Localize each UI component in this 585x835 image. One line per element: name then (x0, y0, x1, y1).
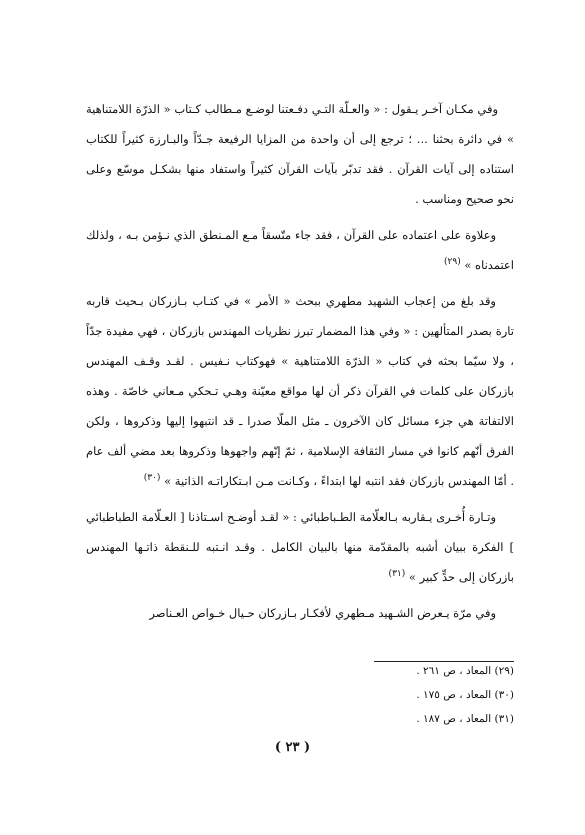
paragraph-4-text: وتـارة أُخـرى يـقاربه بـالعلّامة الطـباطبائي : « لقـد أوضـح اسـتاذنا [ العـلّامة الطباطبائي ] الفكرة ببيان أشبه بالمقدّمة منها بالبيان الكامل . وقـد انـتبه للـنقطة ذاتـها المهندس بازركان إلى حدٍّ كبير » (86, 510, 514, 584)
footnote-ref-30: (٣٠) (143, 473, 161, 484)
page-number: ( ٢٣ ) (274, 740, 311, 755)
footnote-ref-29: (٢٩) (444, 257, 461, 268)
paragraph-4 (86, 502, 514, 592)
paragraph-3-text: وقد بلغ من إعجاب الشهيد مطهري ببحث « الأمر » في كتـاب بـازركان بـحيث قاربه تارة بصدر المتألهين : « وفي هذا المضمار تبرز نظريات المهندس بازركان ، فهي مفيدة جدّاً ، ولا سيّما بحثه في كتاب « الذرّة اللامتناهية » فهوكتاب نـفيس . لقـد وقـف المهندس بازركان على كلمات في القرآن ذكر أن لها مواقع معيّنة وهـي تـحكي مـعاني خاصّة . وهذه الالتفاتة هي جزء مسائل كان الآخرون ـ مثل الملّا صدرا ـ قد انتبهوا إليها وذكروها ، ولكن الفرق أنّهم كانوا في مسار الثقافة الإسلامية ، ثمّ إنّهم واجهوها وذكروها بعد مضي ألف عام . أمّا المهندس بازركان فقد انتبه لها ابتداءً ، وكـانت مـن ابـتكاراتـه الذاتية » (86, 294, 514, 488)
paragraph-5 (86, 598, 514, 628)
footnote-ref-31: (٣١) (388, 569, 406, 580)
body-text (86, 94, 514, 628)
paragraph-2-text: وعلاوة على اعتماده على القرآن ، فقد جاء متّسقاً مـع المـنطق الذي نـؤمن بـه ، ولذلك اعتمدناه » (86, 228, 514, 272)
paragraph-5-text: وفي مرّة يـعرض الشـهيد مـطهري لأفكـار بـازركان حـيال خـواص العـناصر (149, 606, 496, 620)
footnote-29: (٢٩) المعاد ، ص ٢٦١ . (416, 665, 514, 677)
paragraph-1 (86, 94, 514, 214)
paragraph-1-text: وفي مكـان آخـر يـقول : « والعـلّة التـي دفـعتنا لوضـع مـطالب كـتاب « الذرّة اللامتناهية » في دائرة بحثنا ... ؛ ترجع إلى أن واحدة من المزايا الرفيعة جـدّاً والبـارزة كثيراً للكتاب استناده إلى آيات القرآن . فقد تدبّر بآيات القرآن كثيراً واستفاد منها بشكـل موسّع وعلى نحو صحيح ومناسب . (86, 102, 514, 206)
footnote-30: (٣٠) المعاد ، ص ١٧٥ . (416, 689, 514, 701)
footnotes (300, 659, 514, 731)
paragraph-2 (86, 220, 514, 280)
footnote-31: (٣١) المعاد ، ص ١٨٧ . (416, 713, 514, 725)
paragraph-3 (86, 286, 514, 496)
